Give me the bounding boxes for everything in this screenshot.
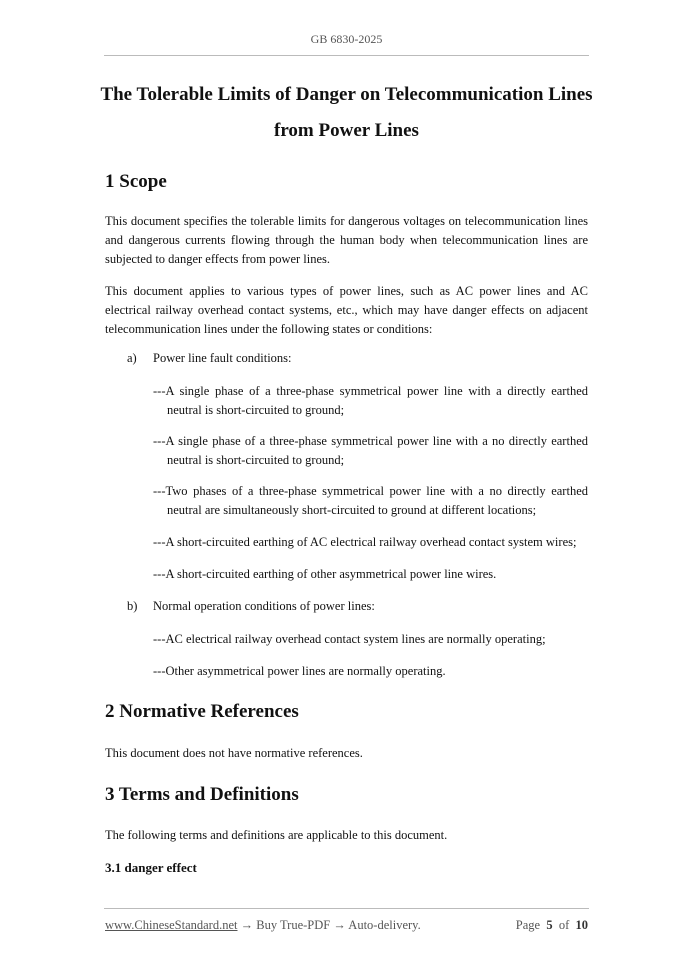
list-subitem: ---A short-circuited earthing of other asymmetrical power line wires. — [153, 567, 497, 581]
page-indicator: Page 5 of 10 — [515, 918, 588, 932]
doc-title-line1: The Tolerable Limits of Danger on Telecommunication Lines — [100, 84, 593, 105]
list-item-a: Power line fault conditions: — [153, 351, 292, 365]
list-subitem: ---AC electrical railway overhead contact system lines are normally operating; — [153, 632, 546, 646]
references-paragraph: This document does not have normative references. — [105, 746, 363, 760]
total-pages: 10 — [575, 918, 588, 932]
list-subitem: ---A single phase of a three-phase symmetrical power line with a directly earthed neutral is short-circuited to ground; — [153, 384, 588, 417]
footer-left — [105, 918, 421, 933]
website-link[interactable]: www.ChineseStandard.net — [105, 918, 238, 932]
list-subitem: ---A short-circuited earthing of AC electrical railway overhead contact system wires; — [153, 535, 577, 549]
list-subitem: ---A single phase of a three-phase symmetrical power line with a no directly earthed neutral is short-circuited to ground; — [153, 434, 588, 467]
current-page: 5 — [546, 918, 553, 932]
footer — [105, 918, 588, 933]
header-doc-id: GB 6830-2025 — [310, 32, 383, 46]
terms-paragraph: The following terms and definitions are applicable to this document. — [105, 828, 448, 842]
section-heading-terms: 3 Terms and Definitions — [105, 784, 299, 805]
scope-paragraph-1: This document specifies the tolerable limits for dangerous voltages on telecommunication lines and dangerous currents flowing through the human body when telecommunication lines are subjected to danger effects from power lines. — [105, 214, 588, 266]
doc-title-line2: from Power Lines — [274, 120, 419, 141]
list-item-b: Normal operation conditions of power lines: — [153, 599, 375, 613]
footer-promo-text: → Buy True-PDF → Auto-delivery. — [237, 918, 421, 932]
list-marker-b: b) — [127, 599, 138, 613]
list-subitem: ---Two phases of a three-phase symmetrical power line with a no directly earthed neutral are simultaneously short-circuited to ground at different locations; — [153, 484, 588, 517]
subsection-heading: 3.1 danger effect — [105, 860, 197, 875]
list-subitem: ---Other asymmetrical power lines are normally operating. — [153, 664, 446, 678]
list-marker-a: a) — [127, 351, 137, 365]
section-heading-scope: 1 Scope — [105, 171, 167, 192]
footer-divider — [104, 908, 589, 909]
scope-paragraph-2: This document applies to various types of power lines, such as AC power lines and AC electrical railway overhead contact systems, etc., which may have danger effects on adjacent telecommunication lines under the following states or conditions: — [105, 284, 588, 336]
section-heading-references: 2 Normative References — [105, 701, 299, 722]
header-divider — [104, 55, 589, 56]
